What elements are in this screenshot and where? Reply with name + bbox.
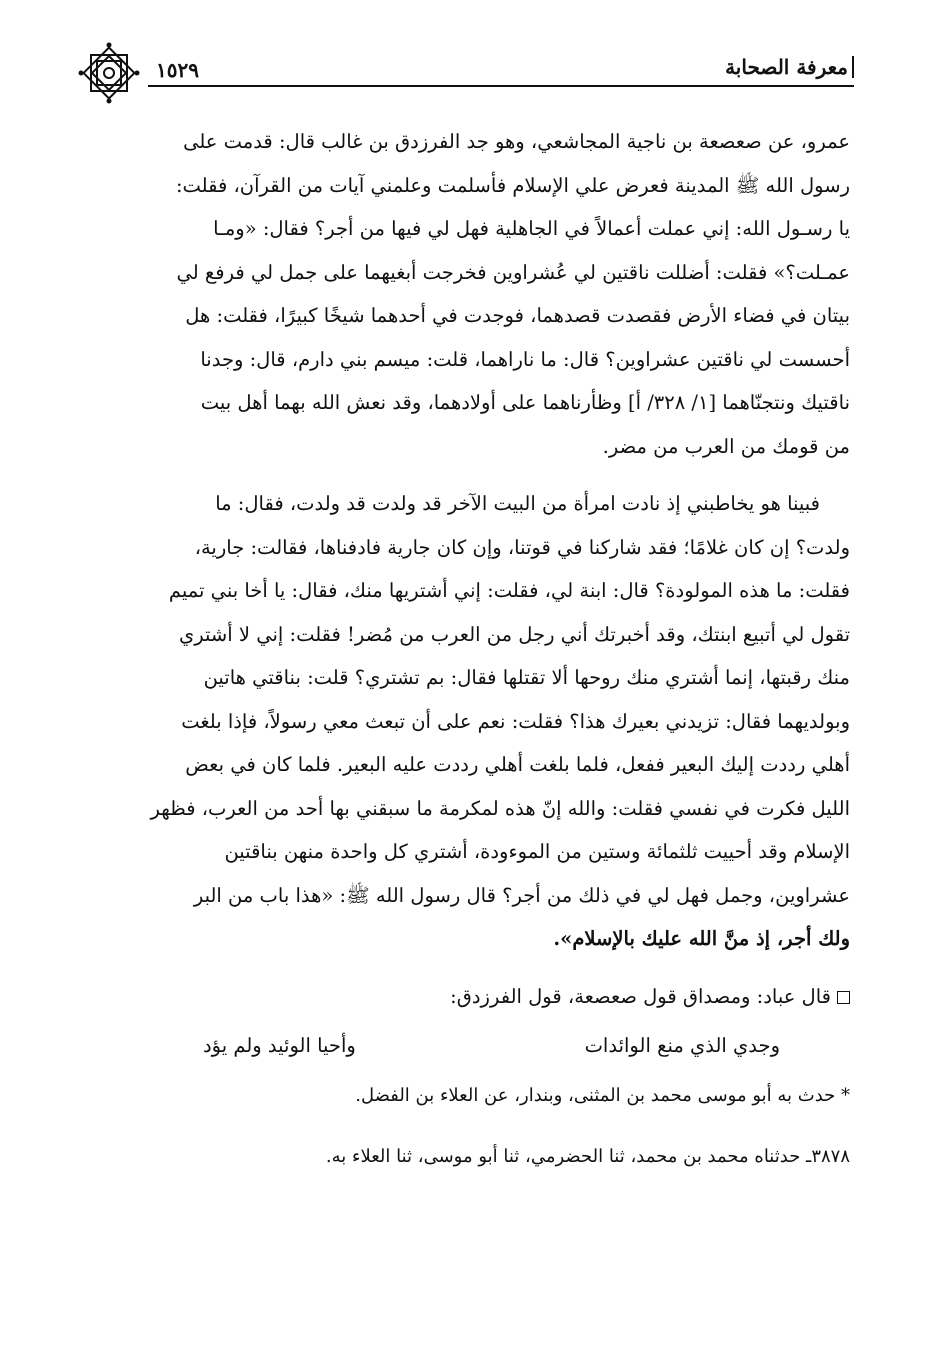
note-text: قال عباد: ومصداق قول صعصعة، قول الفرزدق: xyxy=(450,984,831,1008)
footnote: * حدث به أبو موسى محمد بن المثنى، وبندار، عن العلاء بن الفضل. xyxy=(355,1084,850,1106)
verse-second-hemistich: وأحيا الوئيد ولم يؤد xyxy=(203,1034,356,1057)
main-text xyxy=(93,120,850,1179)
hadith-entry: ٣٨٧٨ـ حدثناه محمد بن محمد، ثنا الحضرمي، ثنا أبو موسى، ثنا العلاء به. xyxy=(325,1146,850,1167)
text-line: منك رقبتها، إنما أشتري منك روحها ألا تقتلها فقال: بم تشتري؟ قلت: بناقتي هاتين xyxy=(203,666,850,689)
poetry-verse xyxy=(93,1024,850,1068)
text-line: يا رسـول الله: إني عملت أعمالاً في الجاهلية فهل لي فيها من أجر؟ فقال: «ومـا xyxy=(213,217,850,240)
text-line: أهلي رددت إليك البعير ففعل، فلما بلغت أهلي رددت عليه البعير. فلما كان في بعض xyxy=(185,753,850,776)
text-line: رسول الله ﷺ المدينة فعرض علي الإسلام فأسلمت وعلمني آيات من القرآن، فقلت: xyxy=(175,173,850,197)
star-ornament-icon xyxy=(78,42,140,104)
text-line: عشراوين، وجمل فهل لي في ذلك من أجر؟ قال رسول الله ﷺ: «هذا باب من البر xyxy=(193,883,850,907)
running-header xyxy=(78,48,854,92)
text-line: عمرو، عن صعصعة بن ناجية المجاشعي، وهو جد الفرزدق بن غالب قال: قدمت على xyxy=(183,130,850,153)
text-line: بيتان في فضاء الأرض فقصدت قصدهما، فوجدت في أحدهما شيخًا كبيرًا، فقلت: هل xyxy=(185,304,850,327)
text-line: ولدت؟ إن كان غلامًا؛ فقد شاركنا في قوتنا، وإن كان جارية فادفناها، فقالت: جارية، xyxy=(194,535,850,559)
text-line: الليل فكرت في نفسي فقلت: والله إنّ هذه لمكرمة ما سبقني بها أحد من العرب، فظهر xyxy=(150,796,850,820)
header-rule xyxy=(148,85,854,87)
text-line: ناقتيك ونتجنّاهما [١/ ٣٢٨/ أ] وظأرناهما على أولادهما، وقد نعش الله بهما أهل بيت xyxy=(200,391,850,414)
text-line: الإسلام وقد أحييت ثلثمائة وستين من الموءودة، أشتري كل واحدة منهن بناقتين xyxy=(224,840,850,863)
text-line: ولك أجر، إذ منَّ الله عليك بالإسلام». xyxy=(553,927,850,950)
text-line: وبولديهما فقال: تزيدني بعيرك هذا؟ فقلت: نعم على أن تبعث معي رسولاً، فإذا بلغت xyxy=(181,709,850,733)
text-line: فبينا هو يخاطبني إذ نادت امرأة من البيت الآخر قد ولدت قد ولدت، فقال: ما xyxy=(215,492,820,515)
square-bullet-icon xyxy=(837,991,850,1004)
text-line: عمـلت؟» فقلت: أضللت ناقتين لي عُشراوين فخرجت أبغيهما على جمل لي فرفع لي xyxy=(176,260,850,284)
text-line: تقول لي أتبيع ابنتك، وقد أخبرتك أني رجل من العرب من مُضر! فقلت: إني لا أشتري xyxy=(179,622,850,646)
note-line xyxy=(93,975,850,1019)
verse-first-hemistich: وجدي الذي منع الوائدات xyxy=(584,1034,780,1057)
running-title: معرفة الصحابة xyxy=(725,56,854,78)
text-line: فقلت: ما هذه المولودة؟ قال: ابنة لي، فقلت: إني أشتريها منك، فقال: يا أخا بني تميم xyxy=(168,579,850,602)
page-number: ١٥٢٩ xyxy=(156,58,199,82)
text-line: من قومك من العرب من مضر. xyxy=(602,434,850,458)
text-line: أحسست لي ناقتين عشراوين؟ قال: ما ناراهما، قلت: ميسم بني دارم، قال: وجدنا xyxy=(200,347,850,371)
